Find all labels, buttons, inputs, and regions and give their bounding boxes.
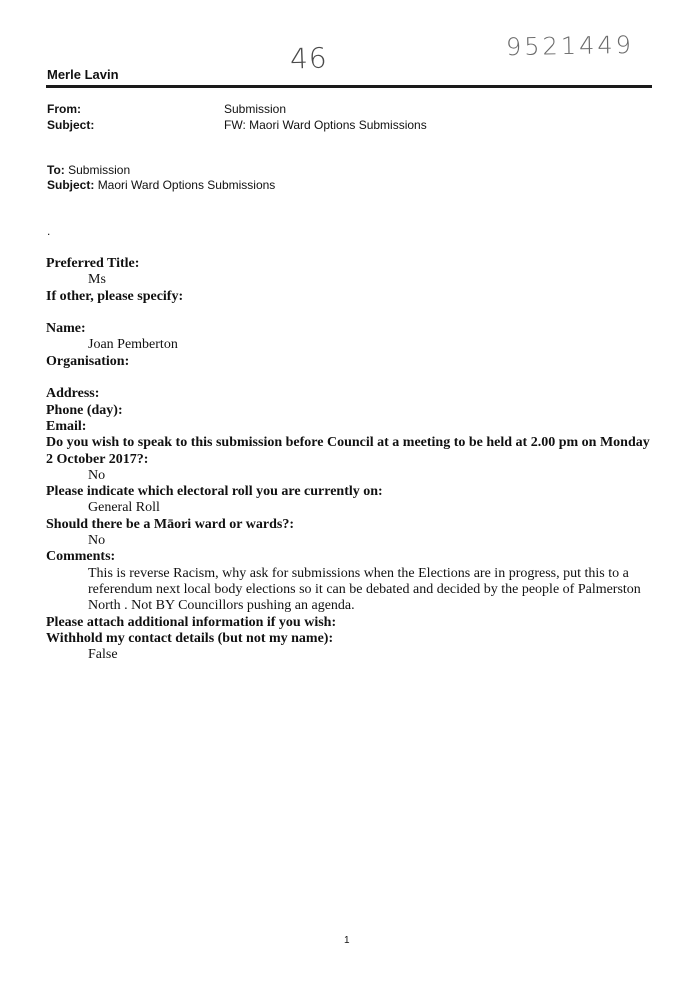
field-label-withhold-details: Withhold my contact details (but not my name):	[46, 630, 334, 646]
inner-subject-label: Subject:	[47, 178, 95, 192]
from-label: From:	[47, 102, 81, 116]
field-label-preferred-title: Preferred Title:	[46, 256, 140, 271]
to-value: Submission	[68, 163, 131, 177]
to-line	[47, 163, 130, 177]
handwritten-page-mark: 46	[289, 41, 329, 76]
field-label-name: Name:	[46, 321, 86, 337]
page-number: 1	[344, 935, 350, 946]
inner-subject-line	[47, 178, 275, 192]
field-value-maori-ward: No	[88, 533, 106, 549]
handwritten-reference-number: 9521449	[505, 30, 635, 62]
field-value-comments: This is reverse Racism, why ask for submissions when the Elections are in progress, put this to a referendum next local body elections so it can be debated and decided by the people of Palmerston North . Not BY Councillors pushing an agenda.	[88, 565, 641, 614]
field-label-organisation: Organisation:	[46, 353, 130, 369]
sender-name: Merle Lavin	[47, 67, 119, 82]
field-value-electoral-roll: General Roll	[88, 500, 160, 516]
field-label-speak-to-council: Do you wish to speak to this submission before Council at a meeting to be held at 2.00 pm on Monday 2 October 2017?:	[46, 435, 650, 467]
field-label-other-title: If other, please specify:	[46, 288, 184, 304]
spacer	[46, 305, 656, 321]
field-label-address: Address:	[46, 386, 100, 402]
spacer	[46, 370, 656, 386]
subject-value: FW: Maori Ward Options Submissions	[224, 118, 427, 132]
field-value-withhold-details: False	[88, 647, 118, 663]
field-label-comments: Comments:	[46, 549, 116, 565]
field-label-maori-ward: Should there be a Māori ward or wards?:	[46, 516, 294, 532]
field-label-email: Email:	[46, 418, 87, 434]
header-divider	[46, 85, 652, 88]
inner-subject-value: Maori Ward Options Submissions	[97, 178, 276, 192]
submission-form	[46, 256, 656, 663]
bullet-mark: .	[47, 224, 51, 238]
from-value: Submission	[224, 102, 287, 116]
field-value-name: Joan Pemberton	[88, 337, 178, 353]
to-label: To:	[47, 163, 65, 177]
field-value-preferred-title: Ms	[88, 272, 106, 288]
field-value-speak-to-council: No	[88, 467, 106, 483]
field-label-electoral-roll: Please indicate which electoral roll you are currently on:	[46, 484, 383, 500]
field-label-phone: Phone (day):	[46, 402, 123, 418]
field-label-attach-info: Please attach additional information if you wish:	[46, 614, 337, 630]
subject-label: Subject:	[47, 118, 95, 132]
